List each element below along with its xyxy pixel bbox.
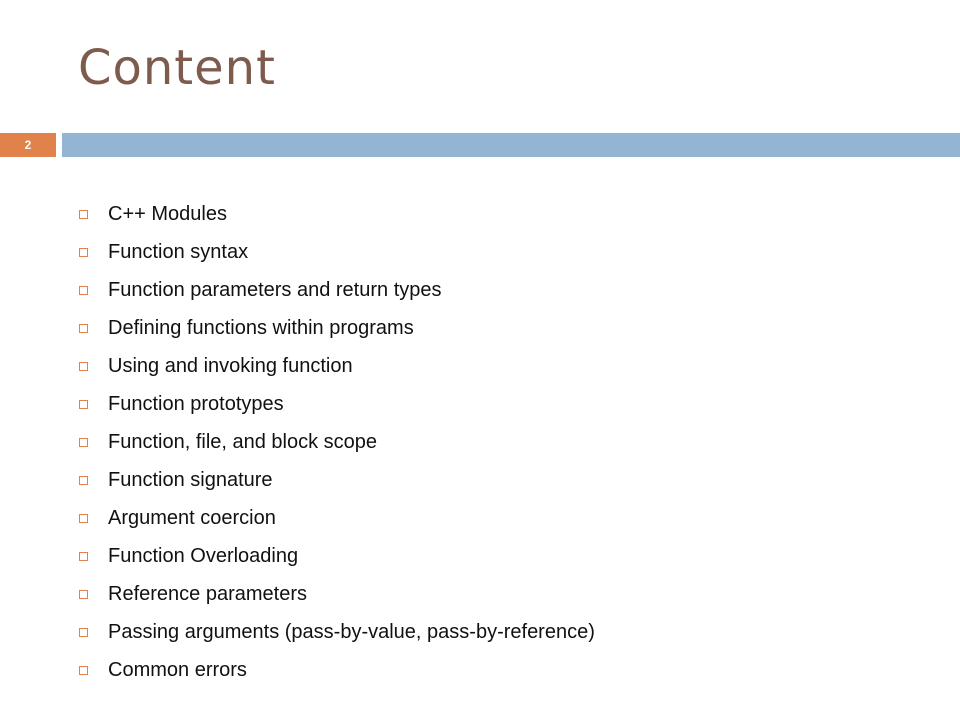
bullet-item — [0, 200, 760, 228]
square-bullet-icon — [79, 552, 88, 561]
bullet-item — [0, 428, 760, 456]
square-bullet-icon — [79, 628, 88, 637]
square-bullet-icon — [79, 400, 88, 409]
bullet-item — [0, 352, 760, 380]
bullet-text: Defining functions within programs — [108, 317, 414, 339]
bullet-item — [0, 466, 760, 494]
bullet-text: Function syntax — [108, 241, 249, 263]
bullet-text: Common errors — [108, 659, 247, 681]
square-bullet-icon — [79, 362, 88, 371]
bullet-item — [0, 504, 760, 532]
page-number: 2 — [24, 138, 32, 152]
bullet-text: Function Overloading — [108, 545, 299, 567]
bullet-item — [0, 276, 760, 304]
square-bullet-icon — [79, 248, 88, 257]
square-bullet-icon — [79, 476, 88, 485]
bullet-text: Function parameters and return types — [108, 279, 442, 301]
bullet-text: Function prototypes — [108, 393, 284, 415]
bullet-item — [0, 580, 760, 608]
bullet-text: Reference parameters — [108, 583, 307, 605]
bullet-text: Passing arguments (pass-by-value, pass-by-reference) — [108, 621, 595, 643]
header-bar — [62, 133, 960, 157]
bullet-item — [0, 238, 760, 266]
bullet-text: Function, file, and block scope — [108, 431, 378, 453]
square-bullet-icon — [79, 514, 88, 523]
bullet-text: Using and invoking function — [108, 355, 353, 377]
bullet-item — [0, 542, 760, 570]
page-number-badge — [0, 133, 56, 157]
square-bullet-icon — [79, 210, 88, 219]
square-bullet-icon — [79, 590, 88, 599]
bullet-item — [0, 618, 760, 646]
slide-title: Content — [78, 40, 276, 96]
bullet-item — [0, 314, 760, 342]
square-bullet-icon — [79, 438, 88, 447]
bullet-item — [0, 390, 760, 418]
bullet-text: Argument coercion — [108, 507, 276, 529]
square-bullet-icon — [79, 324, 88, 333]
square-bullet-icon — [79, 286, 88, 295]
bullet-text: C++ Modules — [108, 203, 227, 225]
bullet-text: Function signature — [108, 469, 273, 491]
square-bullet-icon — [79, 666, 88, 675]
bullet-item — [0, 656, 760, 684]
